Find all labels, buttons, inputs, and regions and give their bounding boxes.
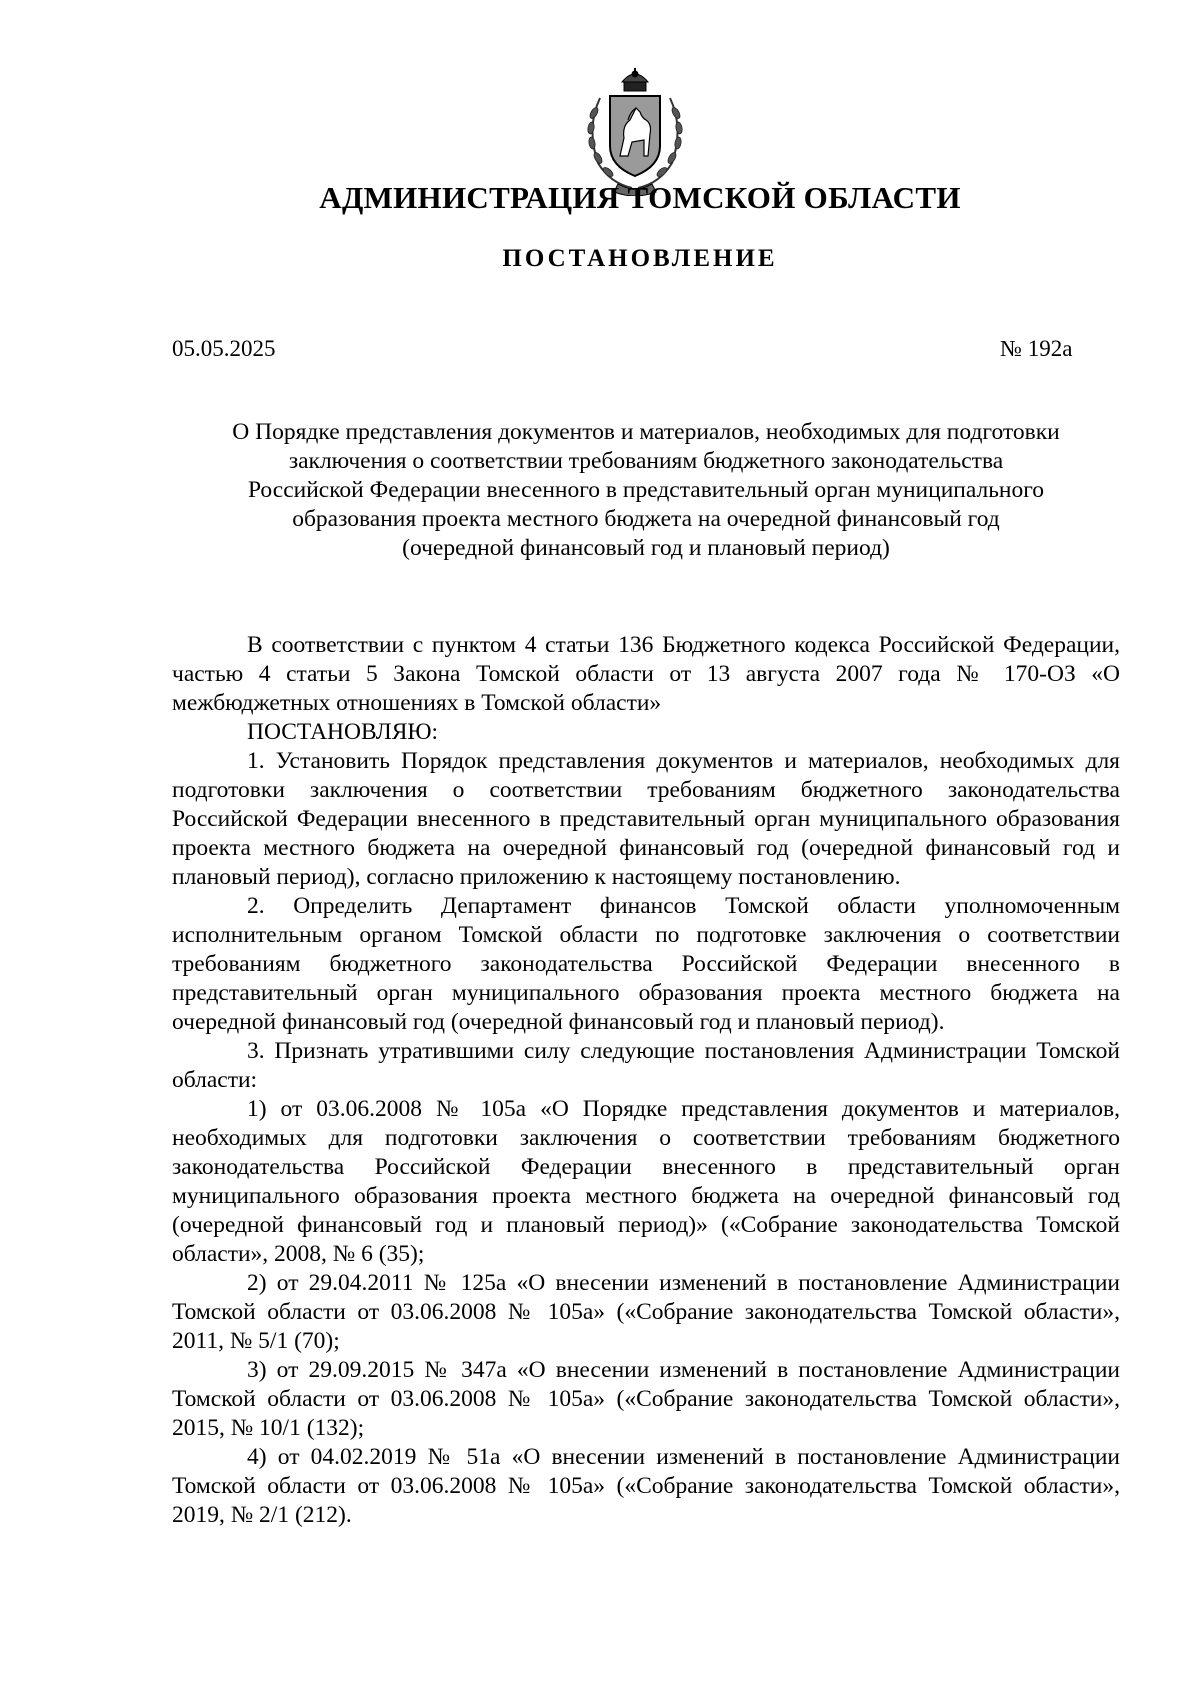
subitem-2-paragraph: 2) от 29.04.2011 № 125а «О внесении изменений в постановление Администрации Томской области от 03.06.2008 № 105а» («Собрание законодательства Томской области», 2011, № 5/1 (70);	[172, 1270, 1120, 1354]
tomsk-oblast-coat-of-arms-icon	[580, 68, 690, 196]
document-date: 05.05.2025	[172, 336, 276, 361]
item-2-paragraph: 2. Определить Департамент финансов Томской области уполномоченным исполнительным органом Томской области по подготовке заключения о соответствии требованиям бюджетного законодательства Российской Федерации внесенного в представительный орган муниципального образования проекта местного бюджета на очередной финансовый год (очередной финансовый год и плановый период).	[172, 893, 1120, 1035]
item-1-paragraph: 1. Установить Порядок представления документов и материалов, необходимых для подготовки заключения о соответствии требованиям бюджетного законодательства Российской Федерации внесенного в представительный орган муниципального образования проекта местного бюджета на очередной финансовый год (очередной финансовый год и плановый период), согласно приложению к настоящему постановлению.	[172, 748, 1120, 890]
organization-title: АДМИНИСТРАЦИЯ ТОМСКОЙ ОБЛАСТИ	[319, 180, 961, 215]
subject-line: образования проекта местного бюджета на очередной финансовый год	[292, 506, 1000, 532]
document-body	[172, 631, 1120, 1530]
subitem-4-paragraph: 4) от 04.02.2019 № 51а «О внесении изменений в постановление Администрации Томской области от 03.06.2008 № 105а» («Собрание законодательства Томской области», 2019, № 2/1 (212).	[172, 1444, 1120, 1528]
subject-line: О Порядке представления документов и материалов, необходимых для подготовки	[232, 419, 1060, 445]
document-number: № 192а	[1000, 336, 1073, 361]
subitem-1-paragraph: 1) от 03.06.2008 № 105а «О Порядке представления документов и материалов, необходимых для подготовки заключения о соответствии требованиям бюджетного законодательства Российской Федерации внесенного в представительный орган муниципального образования проекта местного бюджета на очередной финансовый год (очередной финансовый год и плановый период)» («Собрание законодательства Томской области», 2008, № 6 (35);	[172, 1096, 1120, 1267]
document-type-heading: ПОСТАНОВЛЕНИЕ	[502, 245, 778, 272]
subitem-3-paragraph: 3) от 29.09.2015 № 347а «О внесении изменений в постановление Администрации Томской области от 03.06.2008 № 105а» («Собрание законодательства Томской области», 2015, № 10/1 (132);	[172, 1357, 1120, 1441]
subject-line: заключения о соответствии требованиям бюджетного законодательства	[288, 448, 1004, 474]
preamble-paragraph: В соответствии с пунктом 4 статьи 136 Бюджетного кодекса Российской Федерации, частью 4 статьи 5 Закона Томской области от 13 августа 2007 года № 170-ОЗ «О межбюджетных отношениях в Томской области»	[172, 632, 1120, 716]
subject-line: (очередной финансовый год и плановый период)	[402, 535, 890, 561]
document-subject	[172, 418, 1120, 563]
subject-line: Российской Федерации внесенного в представительный орган муниципального	[247, 477, 1045, 503]
decree-word: ПОСТАНОВЛЯЮ:	[247, 719, 439, 745]
item-3-paragraph: 3. Признать утратившими силу следующие постановления Администрации Томской области:	[172, 1038, 1120, 1093]
